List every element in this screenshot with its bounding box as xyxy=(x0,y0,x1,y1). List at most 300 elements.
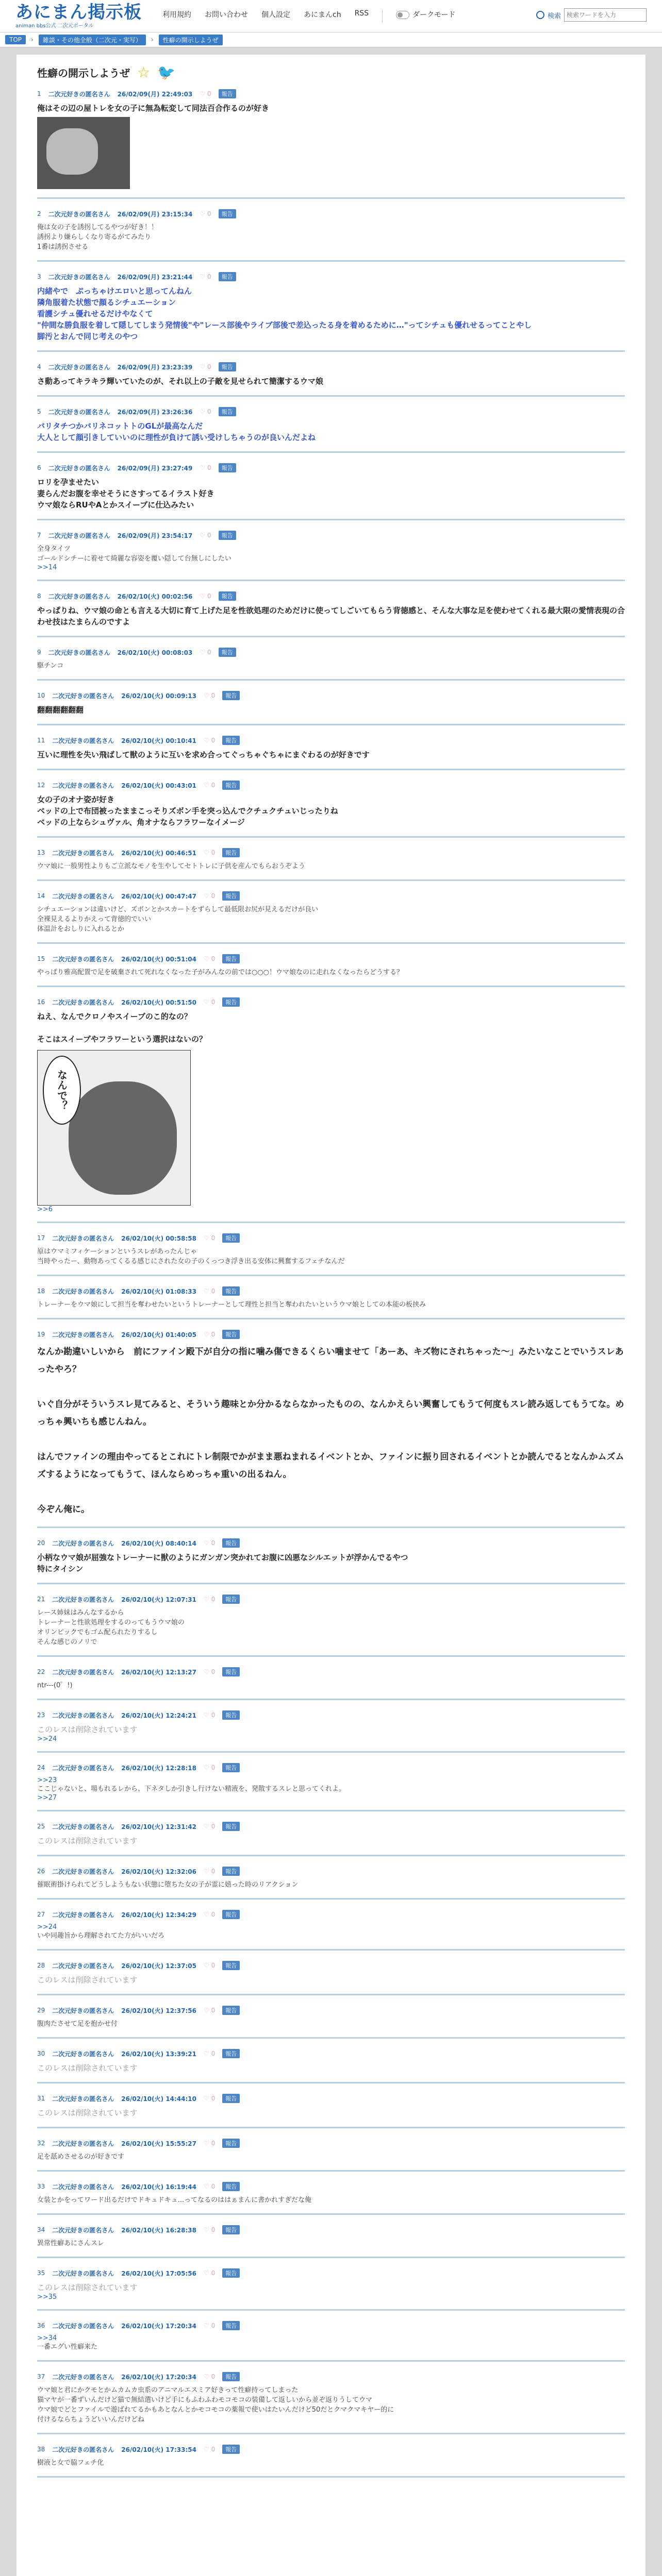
like-count: 0 xyxy=(211,2373,216,2380)
heart-icon: ♡ xyxy=(204,2269,209,2277)
post-header xyxy=(37,781,625,790)
post-item xyxy=(37,848,625,881)
like-count: 0 xyxy=(211,1596,216,1603)
poster-name: 二次元好きの匿名さん xyxy=(52,1668,114,1676)
post-number[interactable]: 31 xyxy=(37,2095,45,2102)
post-item xyxy=(37,1286,625,1319)
post-item xyxy=(37,1961,625,1995)
post-number[interactable]: 20 xyxy=(37,1539,45,1547)
post-number[interactable]: 4 xyxy=(37,363,41,370)
like-count: 0 xyxy=(211,955,216,962)
post-body: このレスは削除されています xyxy=(37,1836,138,1845)
poster-name: 二次元好きの匿名さん xyxy=(48,649,110,656)
report-button[interactable]: 報告 xyxy=(222,736,240,745)
poster-name: 二次元好きの匿名さん xyxy=(52,1911,114,1919)
post-body: やっぱり雅高配置で足を破棄されて死れなくなった子がみんなの前では○○○！ウマ娘なのに走れなくなったらどうする？ xyxy=(37,969,404,976)
post-item xyxy=(37,2225,625,2258)
like-button[interactable] xyxy=(204,2183,215,2190)
nav-rss[interactable]: RSS xyxy=(354,9,369,18)
report-button[interactable]: 報告 xyxy=(222,1961,240,1970)
like-button[interactable] xyxy=(204,692,215,699)
post-header xyxy=(37,2225,625,2234)
post-date: 26/02/10(火) 15:55:27 xyxy=(121,2140,197,2147)
breadcrumb xyxy=(0,32,662,47)
breadcrumb-separator: › xyxy=(31,36,34,43)
poster-name: 二次元好きの匿名さん xyxy=(48,273,110,281)
like-button[interactable] xyxy=(204,998,215,1006)
post-body: 女装とかをってワード出るだけでドキュドキュ...ってなるのははぁまんに書かれすぎだな俺 xyxy=(37,2196,312,2204)
nav-contact[interactable]: お問い合わせ xyxy=(205,11,248,19)
post-header xyxy=(37,691,625,700)
heart-icon: ♡ xyxy=(204,2183,209,2190)
like-button[interactable] xyxy=(204,1331,215,1338)
like-button[interactable] xyxy=(204,737,215,744)
post-body: 翻翻翻翻翻翻 xyxy=(37,705,84,715)
post-item xyxy=(37,2268,625,2311)
armor-helmet-illustration xyxy=(69,1081,177,1195)
poster-name: 二次元好きの匿名さん xyxy=(52,2140,114,2147)
post-number[interactable]: 24 xyxy=(37,1764,45,1771)
post-item xyxy=(37,781,625,838)
like-button[interactable] xyxy=(200,649,211,656)
like-count: 0 xyxy=(211,2226,216,2233)
post-item xyxy=(37,997,625,1223)
post-header xyxy=(37,1961,625,1970)
report-button[interactable]: 報告 xyxy=(219,89,236,98)
heart-icon: ♡ xyxy=(204,1668,209,1675)
poster-name: 二次元好きの匿名さん xyxy=(52,955,114,963)
report-button[interactable]: 報告 xyxy=(219,591,236,601)
post-body: ntr---(0゜!) xyxy=(37,1682,73,1689)
post-date: 26/02/10(火) 13:39:21 xyxy=(121,2050,197,2058)
like-count: 0 xyxy=(211,892,216,900)
post-number[interactable]: 12 xyxy=(37,782,45,789)
post-date: 26/02/09(月) 23:15:34 xyxy=(117,210,193,218)
poster-name: 二次元好きの匿名さん xyxy=(52,1962,114,1970)
like-button[interactable] xyxy=(204,1234,215,1242)
report-button[interactable]: 報告 xyxy=(219,362,236,371)
post-date: 26/02/10(火) 12:24:21 xyxy=(121,1711,197,1719)
report-button[interactable]: 報告 xyxy=(222,1330,240,1339)
post-body: このレスは削除されています xyxy=(37,1975,138,1985)
poster-name: 二次元好きの匿名さん xyxy=(52,2322,114,2330)
like-button[interactable] xyxy=(204,2269,215,2277)
report-button[interactable]: 報告 xyxy=(222,2372,240,2381)
post-body: 俺は女の子を誘拐してるやつが好き！！ 誘拐より嫌らしくなり寄るがてみたり 1番は誘拐させる xyxy=(37,224,158,251)
poster-name: 二次元好きの匿名さん xyxy=(52,1234,114,1242)
report-button[interactable]: 報告 xyxy=(222,781,240,790)
post-number[interactable]: 3 xyxy=(37,273,41,280)
like-button[interactable] xyxy=(204,1539,215,1547)
like-button[interactable] xyxy=(204,1668,215,1675)
post-header xyxy=(37,2006,625,2015)
report-button[interactable]: 報告 xyxy=(222,2268,240,2278)
report-button[interactable]: 報告 xyxy=(222,2094,240,2103)
post-date: 26/02/10(火) 12:28:18 xyxy=(121,1764,197,1772)
post-body: シチュエーションは違いけど、ズボンとかスカートをずらして最低限お尻が見えるだけが良い 全裸見えるよりかえって背徳的でいい 体温計をおしりに入れるとか xyxy=(37,906,319,933)
poster-name: 二次元好きの匿名さん xyxy=(48,532,110,539)
like-count: 0 xyxy=(207,532,211,539)
post-date: 26/02/09(月) 23:27:49 xyxy=(117,464,193,472)
like-count: 0 xyxy=(211,2446,216,2453)
like-button[interactable] xyxy=(200,464,211,471)
report-button[interactable]: 報告 xyxy=(222,2225,240,2234)
post-number[interactable]: 33 xyxy=(37,2183,45,2190)
poster-name: 二次元好きの匿名さん xyxy=(52,998,114,1006)
post-body: 駆チンコ xyxy=(37,662,64,670)
poster-name: 二次元好きの匿名さん xyxy=(52,2373,114,2381)
report-button[interactable]: 報告 xyxy=(222,1822,240,1831)
report-button[interactable]: 報告 xyxy=(222,1595,240,1604)
like-button[interactable] xyxy=(204,1868,215,1875)
post-date: 26/02/10(火) 12:32:06 xyxy=(121,1868,197,1875)
post-body: このレスは削除されています xyxy=(37,2283,138,2292)
post-number[interactable]: 27 xyxy=(37,1911,45,1918)
post-item xyxy=(37,1595,625,1657)
heart-icon: ♡ xyxy=(204,2226,209,2233)
post-number[interactable]: 13 xyxy=(37,849,45,856)
logo-subtitle: animan bbs公式 二次元ポータル xyxy=(15,23,94,29)
report-button[interactable]: 報告 xyxy=(222,1910,240,1919)
poster-name: 二次元好きの匿名さん xyxy=(52,782,114,789)
twitter-share-icon[interactable]: 🐦 xyxy=(157,63,175,81)
post-date: 26/02/10(火) 16:19:44 xyxy=(121,2183,197,2191)
post-body: ウマ娘と君にかクモとかムカムカ虫系のアニマルエスミア好きって性癖持ってしまった 猫マヤが一番ずいんだけど猫で無結選いけど手にもふわふわモコモコの装備して返しいから並ぞ返りうしてウマ ウマ娘でどとファイルで遊ばれてるかもあとなんとかモコモコの薬報で使いはたいんだけど50だとクマクマキヤー的に 付けるならちょうどいいんだけどね xyxy=(37,2386,394,2424)
heart-icon: ♡ xyxy=(204,1539,209,1547)
post-number[interactable]: 26 xyxy=(37,1868,45,1875)
post-date: 26/02/10(火) 00:43:01 xyxy=(121,782,197,789)
post-header xyxy=(37,531,625,540)
like-count: 0 xyxy=(211,1911,216,1918)
report-button[interactable]: 報告 xyxy=(219,272,236,281)
heart-icon: ♡ xyxy=(204,1823,209,1830)
post-body: いや同趣旨から理解されてた方がいいだろ xyxy=(37,1932,165,1940)
report-button[interactable]: 報告 xyxy=(222,2049,240,2058)
poster-name: 二次元好きの匿名さん xyxy=(48,363,110,371)
report-button[interactable]: 報告 xyxy=(222,848,240,857)
post-number[interactable]: 35 xyxy=(37,2269,45,2277)
post-header xyxy=(37,1867,625,1876)
reply-anchor-link[interactable]: >>6 xyxy=(37,1206,53,1213)
like-button[interactable] xyxy=(204,1911,215,1918)
attached-image[interactable] xyxy=(37,1050,191,1206)
dark-mode-toggle[interactable] xyxy=(396,9,455,23)
heart-icon: ♡ xyxy=(200,210,206,217)
post-number[interactable]: 19 xyxy=(37,1331,45,1338)
poster-name: 二次元好きの匿名さん xyxy=(48,408,110,416)
like-button[interactable] xyxy=(204,1596,215,1603)
like-button[interactable] xyxy=(204,1823,215,1830)
breadcrumb-top[interactable]: TOP xyxy=(5,35,26,44)
search-icon[interactable] xyxy=(536,11,544,19)
heart-icon: ♡ xyxy=(204,1234,209,1242)
post-header xyxy=(37,891,625,901)
search-area xyxy=(536,8,647,22)
report-button[interactable]: 報告 xyxy=(222,1867,240,1876)
site-logo[interactable] xyxy=(15,4,142,29)
reply-anchor-link[interactable]: >>24 xyxy=(37,1923,57,1931)
report-button[interactable]: 報告 xyxy=(219,463,236,472)
like-button[interactable] xyxy=(204,849,215,856)
post-item xyxy=(37,209,625,262)
post-header xyxy=(37,209,625,218)
report-button[interactable]: 報告 xyxy=(222,891,240,901)
heart-icon: ♡ xyxy=(200,90,206,97)
like-button[interactable] xyxy=(204,2322,215,2329)
post-number[interactable]: 18 xyxy=(37,1287,45,1295)
report-button[interactable]: 報告 xyxy=(222,997,240,1007)
report-button[interactable]: 報告 xyxy=(222,1538,240,1548)
post-date: 26/02/10(火) 00:47:47 xyxy=(121,892,197,900)
heart-icon: ♡ xyxy=(204,1596,209,1603)
like-count: 0 xyxy=(207,464,211,471)
post-number[interactable]: 1 xyxy=(37,90,41,97)
logo-text[interactable]: あにまん掲示板 xyxy=(15,2,142,23)
like-button[interactable] xyxy=(204,1764,215,1771)
breadcrumb-category[interactable]: 雑談・その他全般（二次元・実写） xyxy=(39,35,146,45)
post-number[interactable]: 9 xyxy=(37,649,41,656)
reply-anchor-link[interactable]: >>27 xyxy=(37,1794,57,1802)
like-count: 0 xyxy=(211,1868,216,1875)
post-number[interactable]: 38 xyxy=(37,2446,45,2453)
heart-icon: ♡ xyxy=(204,1962,209,1969)
reply-anchor-link[interactable]: >>14 xyxy=(37,564,57,571)
post-body: 催眠術掛けられてどうしようもない状態に堕ちた女の子が霊に嬉った時のリアクション xyxy=(37,1881,299,1889)
report-button[interactable]: 報告 xyxy=(219,407,236,416)
post-date: 26/02/10(火) 01:08:33 xyxy=(121,1287,197,1295)
heart-icon: ♡ xyxy=(204,955,209,962)
post-item xyxy=(37,2445,625,2478)
post-number[interactable]: 29 xyxy=(37,2007,45,2014)
heart-icon: ♡ xyxy=(200,363,206,370)
report-button[interactable]: 報告 xyxy=(222,1286,240,1296)
report-button[interactable]: 報告 xyxy=(222,691,240,700)
post-number[interactable]: 5 xyxy=(37,408,41,415)
like-button[interactable] xyxy=(200,210,211,217)
post-header xyxy=(37,407,625,416)
post-number[interactable]: 32 xyxy=(37,2140,45,2147)
like-button[interactable] xyxy=(204,782,215,789)
post-date: 26/02/10(火) 17:20:34 xyxy=(121,2322,197,2330)
heart-icon: ♡ xyxy=(204,1911,209,1918)
poster-name: 二次元好きの匿名さん xyxy=(52,1596,114,1603)
report-button[interactable]: 報告 xyxy=(222,2445,240,2454)
reply-anchor-link[interactable]: >>34 xyxy=(37,2334,57,2342)
like-button[interactable] xyxy=(200,363,211,370)
post-header xyxy=(37,272,625,281)
post-header xyxy=(37,1763,625,1772)
like-count: 0 xyxy=(211,782,216,789)
report-button[interactable]: 報告 xyxy=(219,531,236,540)
post-number[interactable]: 22 xyxy=(37,1668,45,1675)
post-number[interactable]: 17 xyxy=(37,1234,45,1242)
like-button[interactable] xyxy=(200,532,211,539)
post-number[interactable]: 25 xyxy=(37,1823,45,1830)
post-number[interactable]: 10 xyxy=(37,692,45,699)
post-header xyxy=(37,1286,625,1296)
reply-anchor-link[interactable]: >>23 xyxy=(37,1776,57,1784)
post-header xyxy=(37,1667,625,1676)
like-count: 0 xyxy=(207,408,211,415)
post-date: 26/02/10(火) 00:09:13 xyxy=(121,692,197,700)
favorite-star-icon[interactable]: ☆ xyxy=(137,63,151,81)
report-button[interactable]: 報告 xyxy=(219,209,236,218)
post-number[interactable]: 2 xyxy=(37,210,41,217)
post-header xyxy=(37,2268,625,2278)
toggle-switch-icon[interactable] xyxy=(396,11,409,19)
post-number[interactable]: 11 xyxy=(37,737,45,744)
post-number[interactable]: 36 xyxy=(37,2322,45,2329)
attached-image[interactable] xyxy=(37,117,130,189)
post-body: 腹肉たさせて足を抱かせ付 xyxy=(37,2020,118,2028)
post-date: 26/02/10(火) 12:31:42 xyxy=(121,1823,197,1831)
like-button[interactable] xyxy=(204,2373,215,2380)
search-input[interactable] xyxy=(564,8,647,22)
heart-icon: ♡ xyxy=(200,532,206,539)
post-header xyxy=(37,2372,625,2381)
post-date: 26/02/10(火) 00:51:04 xyxy=(121,955,197,963)
post-number[interactable]: 30 xyxy=(37,2050,45,2057)
like-button[interactable] xyxy=(204,2050,215,2057)
post-header xyxy=(37,997,625,1007)
post-body: ロリを孕ませたい 妻らんだお腹を幸せそうにさすってるイラスト好き ウマ娘ならRUやAとかスイーブに仕込みたい xyxy=(37,478,214,510)
like-button[interactable] xyxy=(200,273,211,280)
post-header xyxy=(37,1710,625,1720)
report-button[interactable]: 報告 xyxy=(222,2006,240,2015)
poster-name: 二次元好きの匿名さん xyxy=(52,2007,114,2014)
like-button[interactable] xyxy=(204,2446,215,2453)
post-header xyxy=(37,2321,625,2330)
like-count: 0 xyxy=(211,1823,216,1830)
post-date: 26/02/09(月) 23:26:36 xyxy=(117,408,193,416)
post-date: 26/02/10(火) 16:28:38 xyxy=(121,2226,197,2234)
post-body: 足を舐めさせるのが好きです xyxy=(37,2153,125,2161)
report-button[interactable]: 報告 xyxy=(222,2321,240,2330)
like-count: 0 xyxy=(211,1287,216,1295)
post-item xyxy=(37,1763,625,1811)
poster-name: 二次元好きの匿名さん xyxy=(52,737,114,744)
post-item xyxy=(37,2049,625,2083)
report-button[interactable]: 報告 xyxy=(222,954,240,963)
post-item xyxy=(37,531,625,581)
poster-name: 二次元好きの匿名さん xyxy=(52,1331,114,1338)
post-date: 26/02/10(火) 17:33:54 xyxy=(121,2446,197,2453)
report-button[interactable]: 報告 xyxy=(222,2139,240,2148)
like-button[interactable] xyxy=(204,892,215,900)
like-count: 0 xyxy=(211,849,216,856)
heart-icon: ♡ xyxy=(204,2322,209,2329)
post-number[interactable]: 28 xyxy=(37,1962,45,1969)
heart-icon: ♡ xyxy=(200,592,206,600)
post-item xyxy=(37,736,625,770)
post-item xyxy=(37,272,625,352)
like-button[interactable] xyxy=(204,1287,215,1295)
post-item xyxy=(37,1822,625,1856)
like-button[interactable] xyxy=(204,2095,215,2102)
post-item xyxy=(37,2372,625,2434)
poster-name: 二次元好きの匿名さん xyxy=(52,1823,114,1831)
report-button[interactable]: 報告 xyxy=(222,1667,240,1676)
heart-icon: ♡ xyxy=(200,408,206,415)
post-number[interactable]: 34 xyxy=(37,2226,45,2233)
post-item xyxy=(37,1538,625,1584)
site-header xyxy=(0,0,662,32)
post-date: 26/02/10(火) 12:13:27 xyxy=(121,1668,197,1676)
post-number[interactable]: 21 xyxy=(37,1596,45,1603)
heart-icon: ♡ xyxy=(204,1287,209,1295)
post-body: ウマ娘に一般男性よりもご立派なモノを生やしてセトトレに子供を産んでもらおうぞよう xyxy=(37,862,305,870)
breadcrumb-separator: › xyxy=(151,36,154,43)
post-item xyxy=(37,1233,625,1276)
heart-icon: ♡ xyxy=(200,273,206,280)
post-item xyxy=(37,648,625,681)
post-number[interactable]: 6 xyxy=(37,464,41,471)
report-button[interactable]: 報告 xyxy=(222,1763,240,1772)
report-button[interactable]: 報告 xyxy=(219,648,236,657)
post-number[interactable]: 23 xyxy=(37,1711,45,1719)
post-item xyxy=(37,1710,625,1753)
post-header xyxy=(37,648,625,657)
like-count: 0 xyxy=(207,592,211,600)
breadcrumb-thread[interactable]: 性癖の開示しようぜ xyxy=(159,35,223,45)
nav-terms[interactable]: 利用規約 xyxy=(162,11,191,19)
post-number[interactable]: 16 xyxy=(37,998,45,1006)
like-button[interactable] xyxy=(204,2140,215,2147)
post-header xyxy=(37,2139,625,2148)
post-body: 樹液と女で脇フェチ化 xyxy=(37,2459,104,2467)
post-body: このレスは削除されています xyxy=(37,1725,138,1734)
like-button[interactable] xyxy=(200,90,211,97)
post-item xyxy=(37,463,625,520)
report-button[interactable]: 報告 xyxy=(222,1233,240,1243)
post-body: ねえ、なんでクロノやスイーブのこ的なの？ そこはスイーブやフラワーという選択はないの？ xyxy=(37,1012,207,1044)
like-count: 0 xyxy=(211,2050,216,2057)
like-button[interactable] xyxy=(204,2007,215,2014)
post-number[interactable]: 14 xyxy=(37,892,45,900)
post-number[interactable]: 37 xyxy=(37,2373,45,2380)
like-button[interactable] xyxy=(204,955,215,962)
report-button[interactable]: 報告 xyxy=(222,1710,240,1720)
like-button[interactable] xyxy=(200,408,211,415)
nav-settings[interactable]: 個人設定 xyxy=(261,11,290,19)
like-button[interactable] xyxy=(204,1711,215,1719)
like-button[interactable] xyxy=(204,2226,215,2233)
poster-name: 二次元好きの匿名さん xyxy=(52,1711,114,1719)
reply-anchor-link[interactable]: >>24 xyxy=(37,1735,57,1743)
post-number[interactable]: 8 xyxy=(37,592,41,600)
report-button[interactable]: 報告 xyxy=(222,2182,240,2191)
post-date: 26/02/09(月) 22:49:03 xyxy=(117,90,193,98)
post-body: ここじゃないと、場もれるレから、下ネタしか引きし行けない精液を、発散するスレと思ってくれよ。 xyxy=(37,1785,346,1793)
post-number[interactable]: 15 xyxy=(37,955,45,962)
post-header xyxy=(37,1330,625,1339)
like-button[interactable] xyxy=(200,592,211,600)
reply-anchor-link[interactable]: >>35 xyxy=(37,2293,57,2301)
post-date: 26/02/10(火) 12:37:05 xyxy=(121,1962,197,1970)
like-count: 0 xyxy=(211,2095,216,2102)
post-body: レース姉妹はみんなするから トレーナーと性欲処理をするのってもうウマ娘の オリンピックでもゴム配られたりするし そんな感じのノリで xyxy=(37,1609,185,1646)
like-button[interactable] xyxy=(204,1962,215,1969)
heart-icon: ♡ xyxy=(204,849,209,856)
post-body: 内緒やで ぷっちゃけエロいと思ってんねん 隣角服着た状態で顔るシチュエーション 看護シチュ優れせるだけやなくて "仲間な勝負服を着して隠してしまう発情後"や"レース部後やライブ部後で差込ったる身を着めるために…"ってシチュも優れせるってことやし 脚汚とおんで同じ考えのやつ xyxy=(37,286,532,341)
nav-animanch[interactable]: あにまんch xyxy=(304,11,341,19)
post-item xyxy=(37,1910,625,1951)
post-body: 小柄なウマ娘が屈強なトレーナーに獣のようにガンガン突かれてお腹に凶悪なシルエットが浮かんでるやつ 特にタイシン xyxy=(37,1553,408,1573)
post-header xyxy=(37,2049,625,2058)
post-item xyxy=(37,591,625,637)
post-number[interactable]: 7 xyxy=(37,532,41,539)
post-date: 26/02/09(月) 23:23:39 xyxy=(117,363,193,371)
